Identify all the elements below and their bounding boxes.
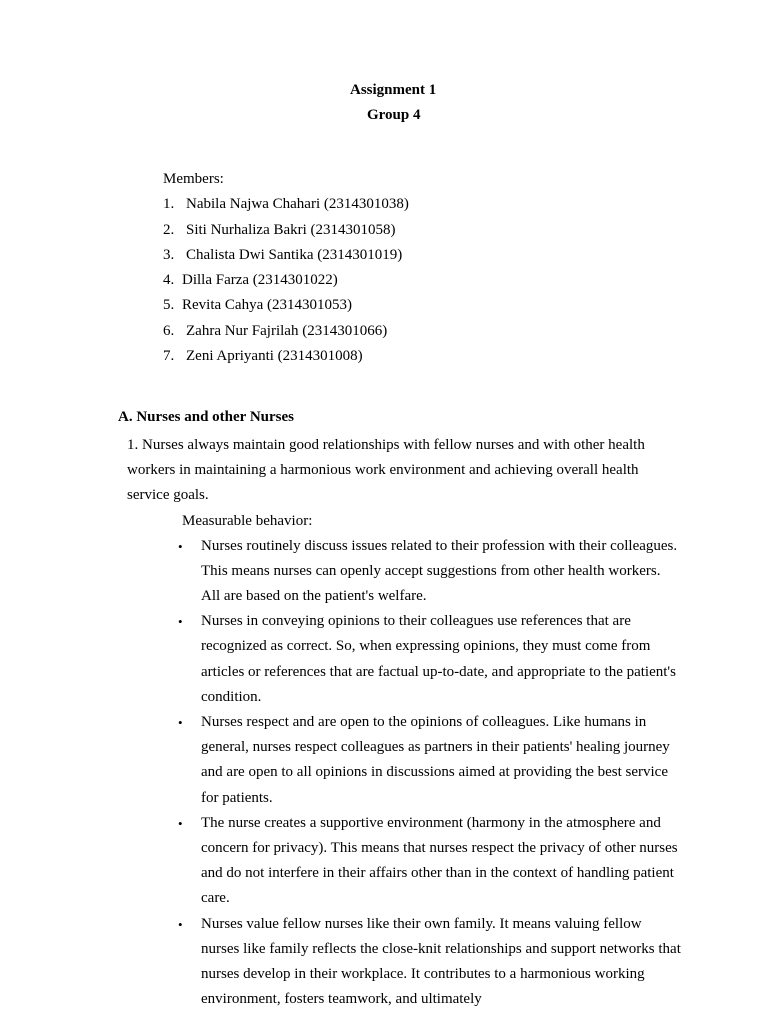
bullet-text: Nurses in conveying opinions to their colleagues use references that are recognized as correct. So, when expressing opinions, they must come from articles or references that are factual up-to-date, and appropriate to the patient's condition. xyxy=(201,613,676,705)
member-number: 1. xyxy=(163,196,175,213)
list-item xyxy=(118,912,681,1013)
member-item xyxy=(163,347,563,372)
member-item xyxy=(163,246,563,271)
member-number: 4. xyxy=(163,272,175,289)
member-item xyxy=(163,296,563,321)
members-list xyxy=(163,170,563,372)
members-label: Members: xyxy=(163,171,224,187)
point-1 xyxy=(118,433,698,509)
member-number: 6. xyxy=(163,322,175,339)
list-item xyxy=(118,710,681,811)
bullet-icon: • xyxy=(178,815,183,831)
member-item xyxy=(163,271,563,296)
list-item xyxy=(118,811,681,912)
member-name: Nabila Najwa Chahari (2314301038) xyxy=(186,196,409,213)
bullet-list xyxy=(118,534,698,1013)
point-1-text: 1. Nurses always maintain good relationships with fellow nurses and with other health workers in maintaining a harmonious work environment and achieving overall health service goals. xyxy=(127,437,645,504)
bullet-icon: • xyxy=(178,715,183,731)
bullet-text: Nurses value fellow nurses like their own family. It means valuing fellow nurses like family reflects the close-knit relationships and support networks that nurses develop in their workplace. It contributes to a harmonious working environment, fosters teamwork, and ultimately xyxy=(201,915,681,1008)
member-name: Zeni Apriyanti (2314301008) xyxy=(186,348,363,365)
section-a xyxy=(118,408,698,1012)
list-item xyxy=(118,609,681,710)
assignment-title: Assignment 1 xyxy=(350,82,437,98)
bullet-icon: • xyxy=(178,614,183,630)
member-name: Zahra Nur Fajrilah (2314301066) xyxy=(186,322,388,339)
member-item xyxy=(163,322,563,347)
measurable-behavior-label: Measurable behavior: xyxy=(182,512,313,529)
member-name: Chalista Dwi Santika (2314301019) xyxy=(186,246,403,263)
member-number: 3. xyxy=(163,246,175,263)
member-name: Dilla Farza (2314301022) xyxy=(182,272,338,289)
section-heading: A. Nurses and other Nurses xyxy=(118,409,294,425)
member-number: 7. xyxy=(163,348,175,365)
bullet-icon: • xyxy=(178,916,183,932)
bullet-text: Nurses routinely discuss issues related to their profession with their colleagues. This means nurses can openly accept suggestions from other health workers. All are based on the patient's welfare. xyxy=(201,537,678,605)
member-number: 5. xyxy=(163,297,175,314)
bullet-icon: • xyxy=(178,538,183,554)
member-number: 2. xyxy=(163,221,175,238)
list-item xyxy=(118,534,681,610)
member-name: Revita Cahya (2314301053) xyxy=(182,297,352,314)
member-item xyxy=(163,221,563,246)
group-title: Group 4 xyxy=(367,107,421,123)
bullet-text: The nurse creates a supportive environment (harmony in the atmosphere and concern for privacy). This means that nurses respect the privacy of other nurses and do not interfere in their affairs other than in the context of handling patient care. xyxy=(201,814,678,907)
member-item xyxy=(163,195,563,220)
bullet-text: Nurses respect and are open to the opinions of colleagues. Like humans in general, nurses respect colleagues as partners in their patients' healing journey and are open to all opinions in discussions aimed at providing the best service for patients. xyxy=(201,714,670,806)
member-name: Siti Nurhaliza Bakri (2314301058) xyxy=(186,221,396,238)
